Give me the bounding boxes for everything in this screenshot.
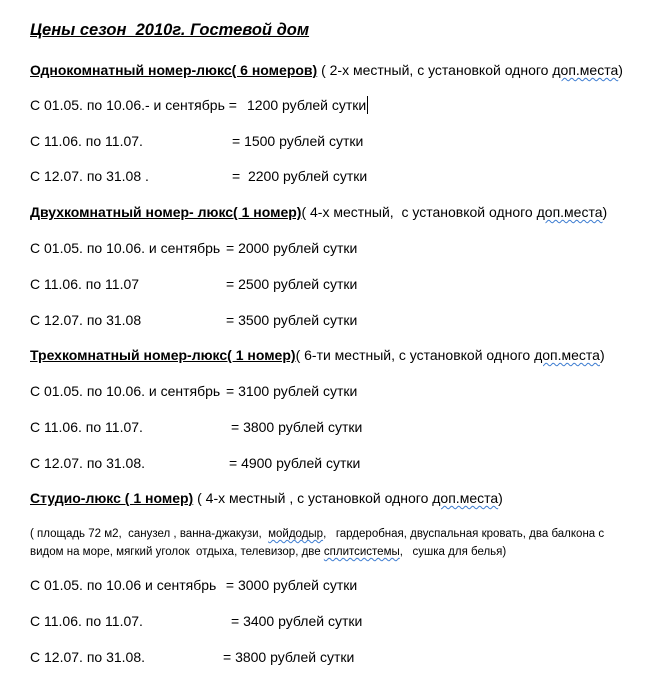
price: = 3800 рублей сутки (231, 419, 363, 435)
price: = 3100 рублей сутки (226, 383, 358, 399)
price-row (30, 167, 368, 185)
room-header (30, 203, 607, 221)
price: = 1500 рублей сутки (232, 133, 364, 149)
period: С 12.07. по 31.08 (30, 312, 142, 328)
price: = 2000 рублей сутки (226, 240, 358, 256)
room-name: Однокомнатный номер-люкс( 6 номеров) (30, 62, 318, 78)
room-header (30, 346, 605, 364)
price-row (30, 418, 363, 436)
room-note: видом на море, мягкий уголок отдыха, телевизор, две сплитсистемы, сушка для белья) (30, 546, 507, 558)
price: = 3500 рублей сутки (226, 312, 358, 328)
period: С 12.07. по 31.08 . (30, 168, 149, 184)
room-name: Двухкомнатный номер- люкс( 1 номер) (30, 204, 302, 220)
spellcheck-mark: доп.места (552, 62, 619, 78)
period: С 01.05. по 10.06 и сентябрь (30, 577, 217, 593)
price: = 3400 рублей сутки (231, 613, 363, 629)
price-row (30, 576, 358, 594)
room-description: ( 6-ти местный, с установкой одного доп.места) (295, 347, 605, 363)
room-name: Студио-люкс ( 1 номер) (30, 490, 194, 506)
period: С 11.06. по 11.07. (30, 613, 143, 629)
period: С 01.05. по 10.06. и сентябрь (30, 383, 221, 399)
period: С 11.06. по 11.07. (30, 419, 143, 435)
spellcheck-mark: мойдодыр (268, 528, 324, 540)
spellcheck-mark: доп.места (432, 490, 499, 506)
room-name: Трехкомнатный номер-люкс( 1 номер) (30, 347, 296, 363)
spellcheck-mark: доп.места (534, 347, 600, 363)
period: С 01.05. по 10.06.- и сентябрь = (30, 97, 237, 113)
price-row (30, 96, 367, 114)
period: С 12.07. по 31.08. (30, 649, 145, 665)
period: С 01.05. по 10.06. и сентябрь (30, 240, 221, 256)
room-description: ( 4-х местный, с установкой одного доп.места) (301, 204, 608, 220)
room-header (30, 489, 503, 507)
price: = 2200 рублей сутки (232, 168, 368, 184)
room-note: ( площадь 72 м2, санузел , ванна-джакузи, мойдодыр, гардеробная, двуспальная кровать, два балкона с (30, 528, 605, 540)
price: 1200 рублей сутки (247, 97, 367, 113)
room-header (30, 61, 623, 79)
price-row (30, 275, 358, 293)
price-row (30, 311, 358, 329)
period: С 12.07. по 31.08. (30, 455, 145, 471)
price: = 3000 рублей сутки (222, 577, 358, 593)
room-description: ( 4-х местный , с установкой одного доп.места) (193, 490, 503, 506)
price-row (30, 648, 355, 666)
price: = 3800 рублей сутки (223, 649, 355, 665)
price-row (30, 239, 358, 257)
price-row (30, 454, 361, 472)
price: = 4900 рублей сутки (229, 455, 361, 471)
price: = 2500 рублей сутки (226, 276, 358, 292)
price-row (30, 132, 364, 150)
spellcheck-mark: сплитсистемы (323, 546, 400, 558)
page-title: Цены сезон 2010г. Гостевой дом (30, 21, 310, 39)
room-description: ( 2-х местный, с установкой одного доп.места) (317, 62, 623, 78)
period: С 11.06. по 11.07. (30, 133, 143, 149)
spellcheck-mark: доп.места (536, 204, 603, 220)
price-row (30, 382, 358, 400)
price-row (30, 612, 363, 630)
period: С 11.06. по 11.07 (30, 276, 140, 292)
